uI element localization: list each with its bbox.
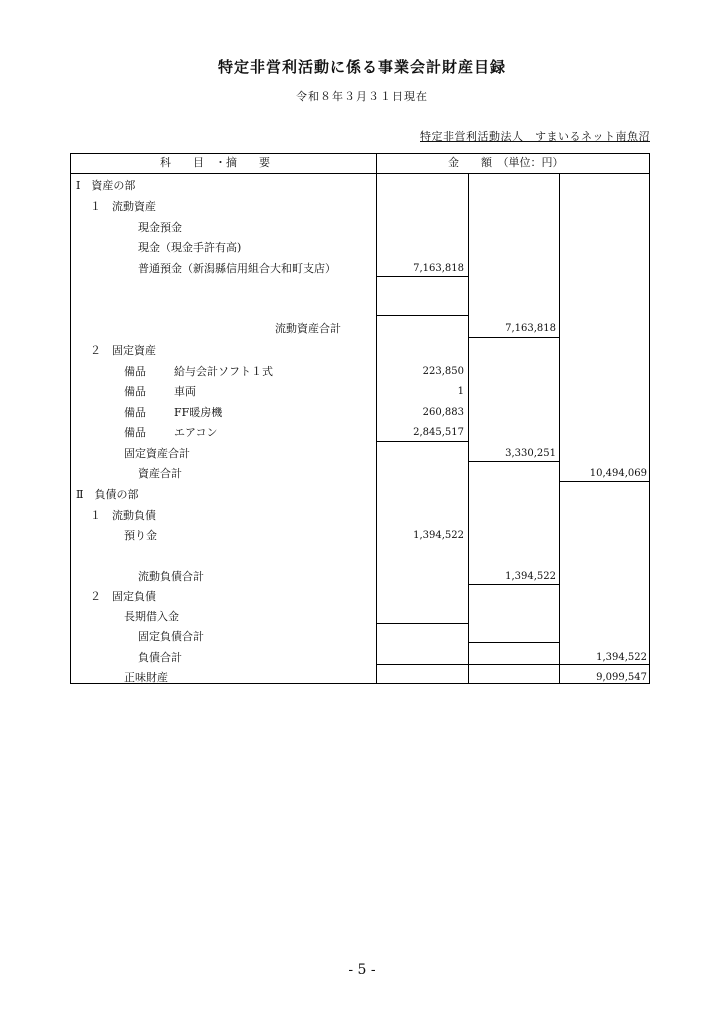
net-assets-label: 正味財産 (124, 671, 168, 684)
subtotal-rule (468, 642, 559, 643)
organization-name: 特定非営利活動法人 すまいるネット南魚沼 (420, 130, 650, 143)
column-divider (468, 173, 469, 684)
row-label-detail: エアコン (174, 426, 218, 439)
subtotal-amount: 1,394,522 (505, 571, 556, 582)
row-label-detail: 車両 (174, 385, 196, 398)
total-amount: 10,494,069 (589, 468, 647, 479)
subtotal-rule (376, 315, 468, 316)
subtotal-rule (376, 623, 468, 624)
subtotal-label: 固定資産合計 (124, 447, 190, 460)
header-amount: 金 額 （単位：円） (448, 156, 564, 169)
amount-cell: 260,883 (422, 407, 464, 418)
subsection-heading: ２ 固定資産 (90, 344, 156, 357)
row-label: 長期借入金 (124, 610, 179, 623)
row-label-detail: 給与会計ソフト１式 (174, 365, 273, 378)
row-label: 預り金 (124, 529, 157, 542)
amount-cell: 223,850 (422, 366, 464, 377)
subtotal-amount: 3,330,251 (505, 448, 556, 459)
amount-cell: 1,394,522 (413, 530, 464, 541)
row-label: 現金（現金手許有高) (138, 241, 242, 254)
page-number: - 5 - (348, 962, 376, 978)
subtotal-amount: 7,163,818 (505, 323, 556, 334)
subtotal-label: 固定負債合計 (138, 630, 204, 643)
amount-cell: 2,845,517 (413, 427, 464, 438)
total-label: 資産合計 (138, 467, 182, 480)
section-heading: Ⅰ 資産の部 (76, 179, 136, 192)
column-divider (559, 173, 560, 684)
total-amount: 1,394,522 (596, 652, 647, 663)
amount-cell: 7,163,818 (413, 263, 464, 274)
header-divider (70, 173, 650, 174)
net-assets-amount: 9,099,547 (596, 672, 647, 683)
row-label: 備品 (124, 365, 146, 378)
row-label: 備品 (124, 406, 146, 419)
total-label: 負債合計 (138, 651, 182, 664)
section-heading: Ⅱ 負債の部 (76, 488, 139, 501)
amount-cell: 1 (457, 386, 464, 397)
as-of-date: 令和８年３月３１日現在 (296, 90, 428, 103)
document-title: 特定非営利活動に係る事業会計財産目録 (217, 58, 506, 76)
subsection-heading: １ 流動負債 (90, 509, 156, 522)
row-label: 備品 (124, 426, 146, 439)
header-item: 科 目 ・摘 要 (160, 156, 270, 169)
subtotal-label: 流動資産合計 (275, 322, 341, 335)
subtotal-label: 流動負債合計 (138, 570, 204, 583)
subsection-heading: ２ 固定負債 (90, 590, 156, 603)
row-label: 現金預金 (138, 221, 182, 234)
row-label: 備品 (124, 385, 146, 398)
row-label: 普通預金（新潟縣信用組合大和町支店） (138, 262, 336, 275)
row-label-detail: FF暖房機 (174, 406, 223, 419)
subsection-heading: １ 流動資産 (90, 200, 156, 213)
